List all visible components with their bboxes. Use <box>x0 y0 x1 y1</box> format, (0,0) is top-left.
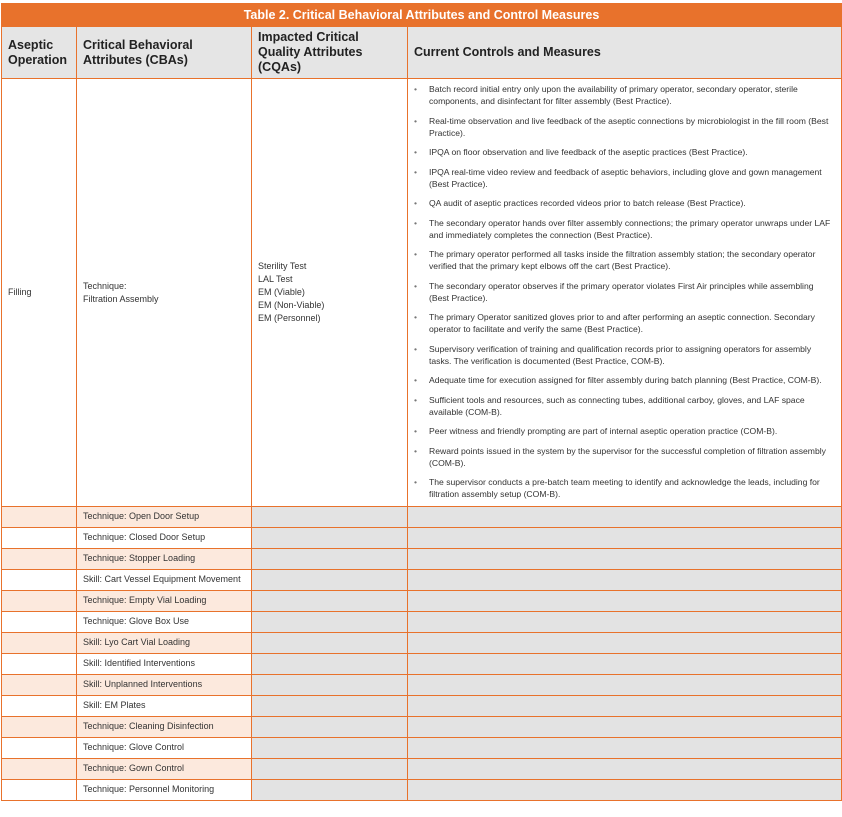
measure-text: The secondary operator hands over filter assembly connections; the primary operator unwraps under LAF and immediately completes the connection (Best Practice). <box>429 217 831 240</box>
header-controls: Current Controls and Measures <box>408 27 842 79</box>
cba-cell: Skill: Lyo Cart Vial Loading <box>77 633 252 654</box>
table-row <box>2 549 842 570</box>
bullet-icon: • <box>414 249 418 259</box>
cqa-item: LAL Test <box>258 274 293 284</box>
measures-cell <box>408 780 842 801</box>
cqa-cell <box>252 528 408 549</box>
operation-cell <box>2 633 77 654</box>
operation-cell <box>2 591 77 612</box>
operation-cell <box>2 780 77 801</box>
measures-cell <box>408 549 842 570</box>
cqa-cell <box>252 738 408 759</box>
cba-cell: Skill: Identified Interventions <box>77 654 252 675</box>
measure-item <box>414 311 833 335</box>
bullet-icon: • <box>414 426 418 436</box>
cqa-item: EM (Non-Viable) <box>258 300 325 310</box>
cqa-cell <box>252 759 408 780</box>
operation-cell <box>2 738 77 759</box>
measure-item <box>414 476 833 500</box>
cba-cell: Skill: Unplanned Interventions <box>77 675 252 696</box>
measures-cell <box>408 507 842 528</box>
table-title: Table 2. Critical Behavioral Attributes and Control Measures <box>2 4 842 27</box>
table-row <box>2 759 842 780</box>
table-row <box>2 528 842 549</box>
measure-text: Reward points issued in the system by the supervisor for the successful completion of filtration assembly (COM-B). <box>429 445 826 468</box>
measures-cell <box>408 696 842 717</box>
measure-text: Supervisory verification of training and qualification records prior to assigning operators for assembly tasks. The verification is documented (Best Practice, COM-B). <box>429 343 812 366</box>
measure-item <box>414 217 833 241</box>
measures-cell <box>408 654 842 675</box>
cqa-cell <box>252 780 408 801</box>
measures-cell <box>408 738 842 759</box>
operation-cell <box>2 717 77 738</box>
cba-cell: Technique: Gown Control <box>77 759 252 780</box>
header-cbas: Critical Behavioral Attributes (CBAs) <box>77 27 252 79</box>
cqa-cell <box>252 570 408 591</box>
measure-item <box>414 374 833 386</box>
measures-cell <box>408 570 842 591</box>
measures-cell <box>408 759 842 780</box>
bullet-icon: • <box>414 217 418 228</box>
measure-text: Peer witness and friendly prompting are part of internal aseptic operation practice (COM-B). <box>429 426 778 436</box>
cqa-cell <box>252 591 408 612</box>
cba-cell: Technique: Glove Box Use <box>77 612 252 633</box>
operation-cell <box>2 549 77 570</box>
table-row <box>2 591 842 612</box>
table-row <box>2 696 842 717</box>
measure-item <box>414 445 833 469</box>
cba-table <box>1 3 842 801</box>
table-row-filling <box>2 79 842 507</box>
table-container <box>1 3 841 801</box>
table-body <box>2 79 842 801</box>
cqa-cell <box>252 654 408 675</box>
table-row <box>2 738 842 759</box>
bullet-icon: • <box>414 166 418 177</box>
cqa-cell <box>252 612 408 633</box>
bullet-icon: • <box>414 394 418 405</box>
operation-cell <box>2 675 77 696</box>
table-row <box>2 780 842 801</box>
bullet-icon: • <box>414 312 418 322</box>
bullet-icon: • <box>414 198 418 208</box>
cba-cell: Technique: Empty Vial Loading <box>77 591 252 612</box>
cba-cell <box>77 79 252 507</box>
measure-item <box>414 83 833 107</box>
bullet-icon: • <box>414 375 418 385</box>
cqa-item: EM (Personnel) <box>258 313 321 323</box>
cqa-item: EM (Viable) <box>258 287 305 297</box>
cba-cell: Technique: Open Door Setup <box>77 507 252 528</box>
measure-text: The supervisor conducts a pre-batch team meeting to identify and acknowledge the leads, including for filtration assembly setup (COM-B). <box>429 477 820 499</box>
measure-text: Adequate time for execution assigned for filter assembly during batch planning (Best Practice, COM-B). <box>429 375 822 385</box>
table-row <box>2 633 842 654</box>
measures-cell <box>408 675 842 696</box>
operation-cell <box>2 759 77 780</box>
measure-text: Batch record initial entry only upon the availability of primary operator, secondary operator, sterile components, and disinfectant for filter assembly (Best Practice). <box>429 84 798 106</box>
measure-item <box>414 394 833 418</box>
measures-cell <box>408 591 842 612</box>
cba-line: Filtration Assembly <box>83 293 159 304</box>
measure-text: The primary operator performed all tasks inside the filtration assembly station; the secondary operator verified that the primary kept elbows off the cart (Best Practice). <box>429 249 816 271</box>
measure-item <box>414 166 833 190</box>
bullet-icon: • <box>414 280 418 291</box>
cqa-cell <box>252 507 408 528</box>
cqa-cell <box>252 675 408 696</box>
operation-cell <box>2 696 77 717</box>
measures-cell <box>408 717 842 738</box>
table-row <box>2 507 842 528</box>
measure-item <box>414 280 833 304</box>
measures-cell <box>408 79 842 507</box>
measures-cell <box>408 528 842 549</box>
bullet-icon: • <box>414 445 418 456</box>
measure-text: QA audit of aseptic practices recorded videos prior to batch release (Best Practice). <box>429 198 746 208</box>
measure-item <box>414 115 833 139</box>
cba-cell: Skill: EM Plates <box>77 696 252 717</box>
cba-cell: Technique: Closed Door Setup <box>77 528 252 549</box>
operation-cell: Filling <box>2 79 77 507</box>
cba-line: Technique: <box>83 280 127 291</box>
measure-item <box>414 425 833 437</box>
measure-item <box>414 197 833 209</box>
cba-cell: Technique: Personnel Monitoring <box>77 780 252 801</box>
measure-text: The secondary operator observes if the primary operator violates First Air principles while assembling (Best Practice). <box>429 280 814 303</box>
measure-text: Real-time observation and live feedback of the aseptic connections by microbiologist in the fill room (Best Practice). <box>429 115 829 138</box>
operation-cell <box>2 570 77 591</box>
measures-list <box>414 83 833 500</box>
measures-cell <box>408 633 842 654</box>
cba-cell: Skill: Cart Vessel Equipment Movement <box>77 570 252 591</box>
measure-item <box>414 146 833 158</box>
measures-cell <box>408 612 842 633</box>
cqa-cell <box>252 717 408 738</box>
measure-text: IPQA real-time video review and feedback of aseptic behaviors, including glove and gown management (Best Practice). <box>429 166 822 189</box>
cba-cell: Technique: Glove Control <box>77 738 252 759</box>
table-row <box>2 717 842 738</box>
bullet-icon: • <box>414 147 418 157</box>
cba-cell: Technique: Stopper Loading <box>77 549 252 570</box>
measure-text: The primary Operator sanitized gloves prior to and after performing an aseptic connection. Secondary operator to facilitate and verify the same (Best Practice). <box>429 312 815 334</box>
cba-cell: Technique: Cleaning Disinfection <box>77 717 252 738</box>
bullet-icon: • <box>414 343 418 354</box>
bullet-icon: • <box>414 84 418 94</box>
operation-cell <box>2 612 77 633</box>
measure-item <box>414 343 833 367</box>
operation-cell <box>2 507 77 528</box>
table-row <box>2 675 842 696</box>
bullet-icon: • <box>414 115 418 126</box>
header-cqas: Impacted Critical Quality Attributes (CQAs) <box>252 27 408 79</box>
cqa-cell <box>252 549 408 570</box>
table-row <box>2 612 842 633</box>
table-row <box>2 570 842 591</box>
cqa-item: Sterility Test <box>258 261 307 271</box>
table-row <box>2 654 842 675</box>
operation-cell <box>2 528 77 549</box>
operation-cell <box>2 654 77 675</box>
cqa-cell <box>252 696 408 717</box>
measure-text: IPQA on floor observation and live feedback of the aseptic practices (Best Practice). <box>429 147 748 157</box>
header-aseptic-operation: Aseptic Operation <box>2 27 77 79</box>
measure-text: Sufficient tools and resources, such as connecting tubes, additional carboy, gloves, and LAF space available (COM-B). <box>429 394 805 417</box>
measure-item <box>414 248 833 272</box>
cqa-cell <box>252 79 408 507</box>
cqa-cell <box>252 633 408 654</box>
bullet-icon: • <box>414 477 418 487</box>
